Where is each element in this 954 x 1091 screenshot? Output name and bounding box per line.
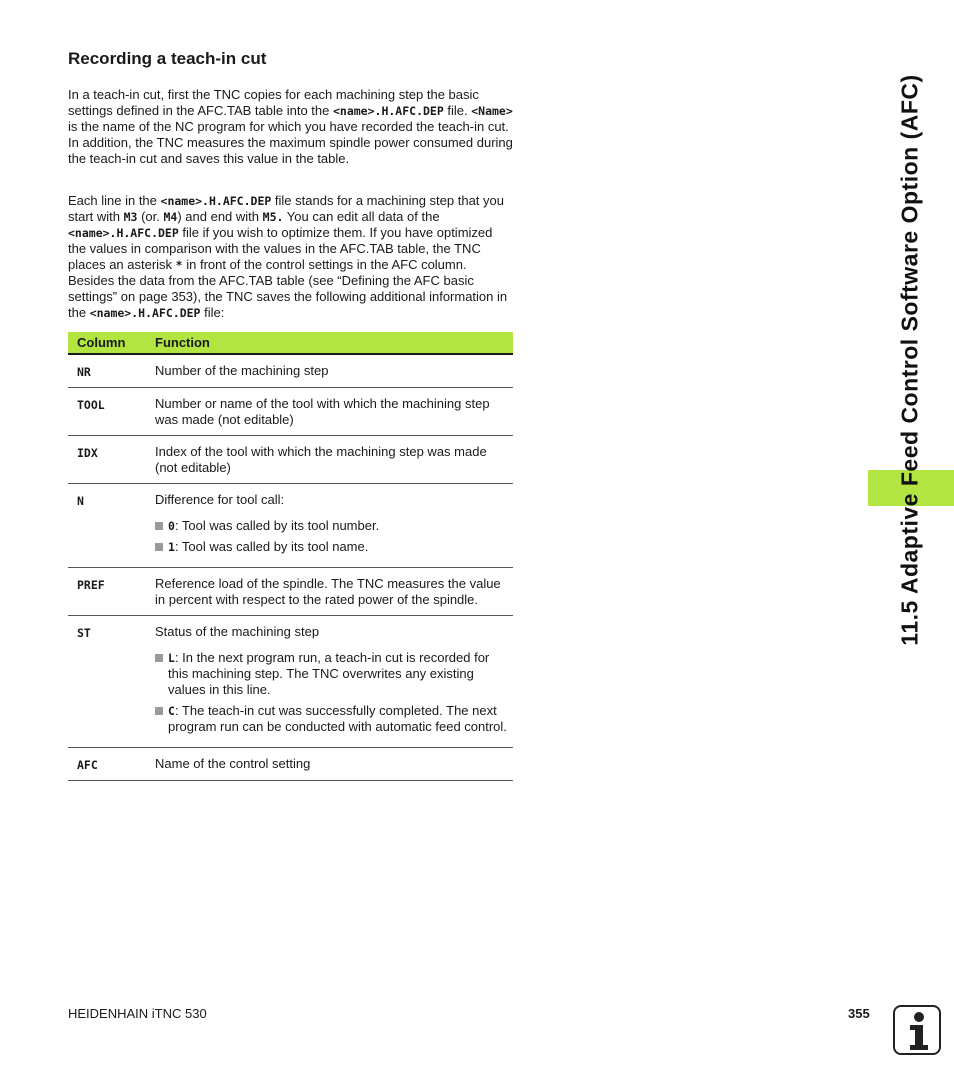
function-text: Number or name of the tool with which the machining step was made (not editable)	[155, 396, 490, 427]
header-function: Function	[155, 334, 210, 350]
table-row	[68, 388, 513, 436]
column-name: N	[77, 494, 84, 508]
info-icon	[893, 1005, 941, 1055]
list-item: 1: Tool was called by its tool name.	[155, 539, 507, 555]
column-name: IDX	[77, 446, 98, 460]
column-function-table	[68, 332, 513, 781]
function-text: Difference for tool call:	[155, 492, 285, 507]
column-name: TOOL	[77, 398, 105, 412]
section-title: Recording a teach-in cut	[68, 49, 267, 68]
table-header	[68, 332, 513, 355]
table-row	[68, 568, 513, 616]
function-text: Index of the tool with which the machining step was made (not editable)	[155, 444, 487, 475]
file-description-paragraph: Each line in the <name>.H.AFC.DEP file stands for a machining step that you start with M3 (or. M4) and end with M5. You can edit all data of the <name>.H.AFC.DEP file if you wish to optimize them. If you have optimized the values in comparison with the values in the AFC.TAB table, the TNC places an asterisk * in front of the control settings in the AFC column. Besides the data from the AFC.TAB table (see “Defining the AFC basic settings” on page 353), the TNC saves the following additional information in the <name>.H.AFC.DEP file:	[68, 193, 508, 320]
table-row	[68, 436, 513, 484]
table-row	[68, 484, 513, 568]
code-filename: <name>.H.AFC.DEP	[332, 104, 444, 118]
function-text: Number of the machining step	[155, 363, 329, 378]
function-text: Reference load of the spindle. The TNC measures the value in percent with respect to the rated power of the spindle.	[155, 576, 501, 607]
function-text: Status of the machining step	[155, 624, 320, 639]
bullet-list	[155, 650, 507, 735]
header-column: Column	[77, 334, 126, 350]
bullet-square-icon	[155, 654, 163, 662]
bullet-square-icon	[155, 543, 163, 551]
bullet-square-icon	[155, 707, 163, 715]
column-name: AFC	[77, 758, 98, 772]
intro-paragraph: In a teach-in cut, first the TNC copies for each machining step the basic settings defined in the AFC.TAB table into the <name>.H.AFC.DEP file. <Name> is the name of the NC program for which you have recorded the teach-in cut. In addition, the TNC measures the maximum spindle power consumed during the teach-in cut and saves this value in the table.	[68, 87, 513, 166]
footer-manual-title: HEIDENHAIN iTNC 530	[68, 1006, 207, 1021]
bullet-list	[155, 518, 507, 555]
chapter-side-title: 11.5 Adaptive Feed Control Software Option (AFC)	[896, 74, 923, 646]
table-row	[68, 748, 513, 781]
function-text: Name of the control setting	[155, 756, 311, 771]
list-item: C: The teach-in cut was successfully completed. The next program run can be conducted with automatic feed control.	[155, 703, 507, 735]
table-row	[68, 355, 513, 388]
column-name: NR	[77, 365, 91, 379]
column-name: PREF	[77, 578, 105, 592]
column-name: ST	[77, 626, 91, 640]
bullet-square-icon	[155, 522, 163, 530]
page-number: 355	[848, 1006, 870, 1021]
list-item: L: In the next program run, a teach-in cut is recorded for this machining step. The TNC overwrites any existing values in this line.	[155, 650, 507, 698]
table-row	[68, 616, 513, 748]
list-item: 0: Tool was called by its tool number.	[155, 518, 507, 534]
code-name: <Name>	[471, 104, 513, 118]
